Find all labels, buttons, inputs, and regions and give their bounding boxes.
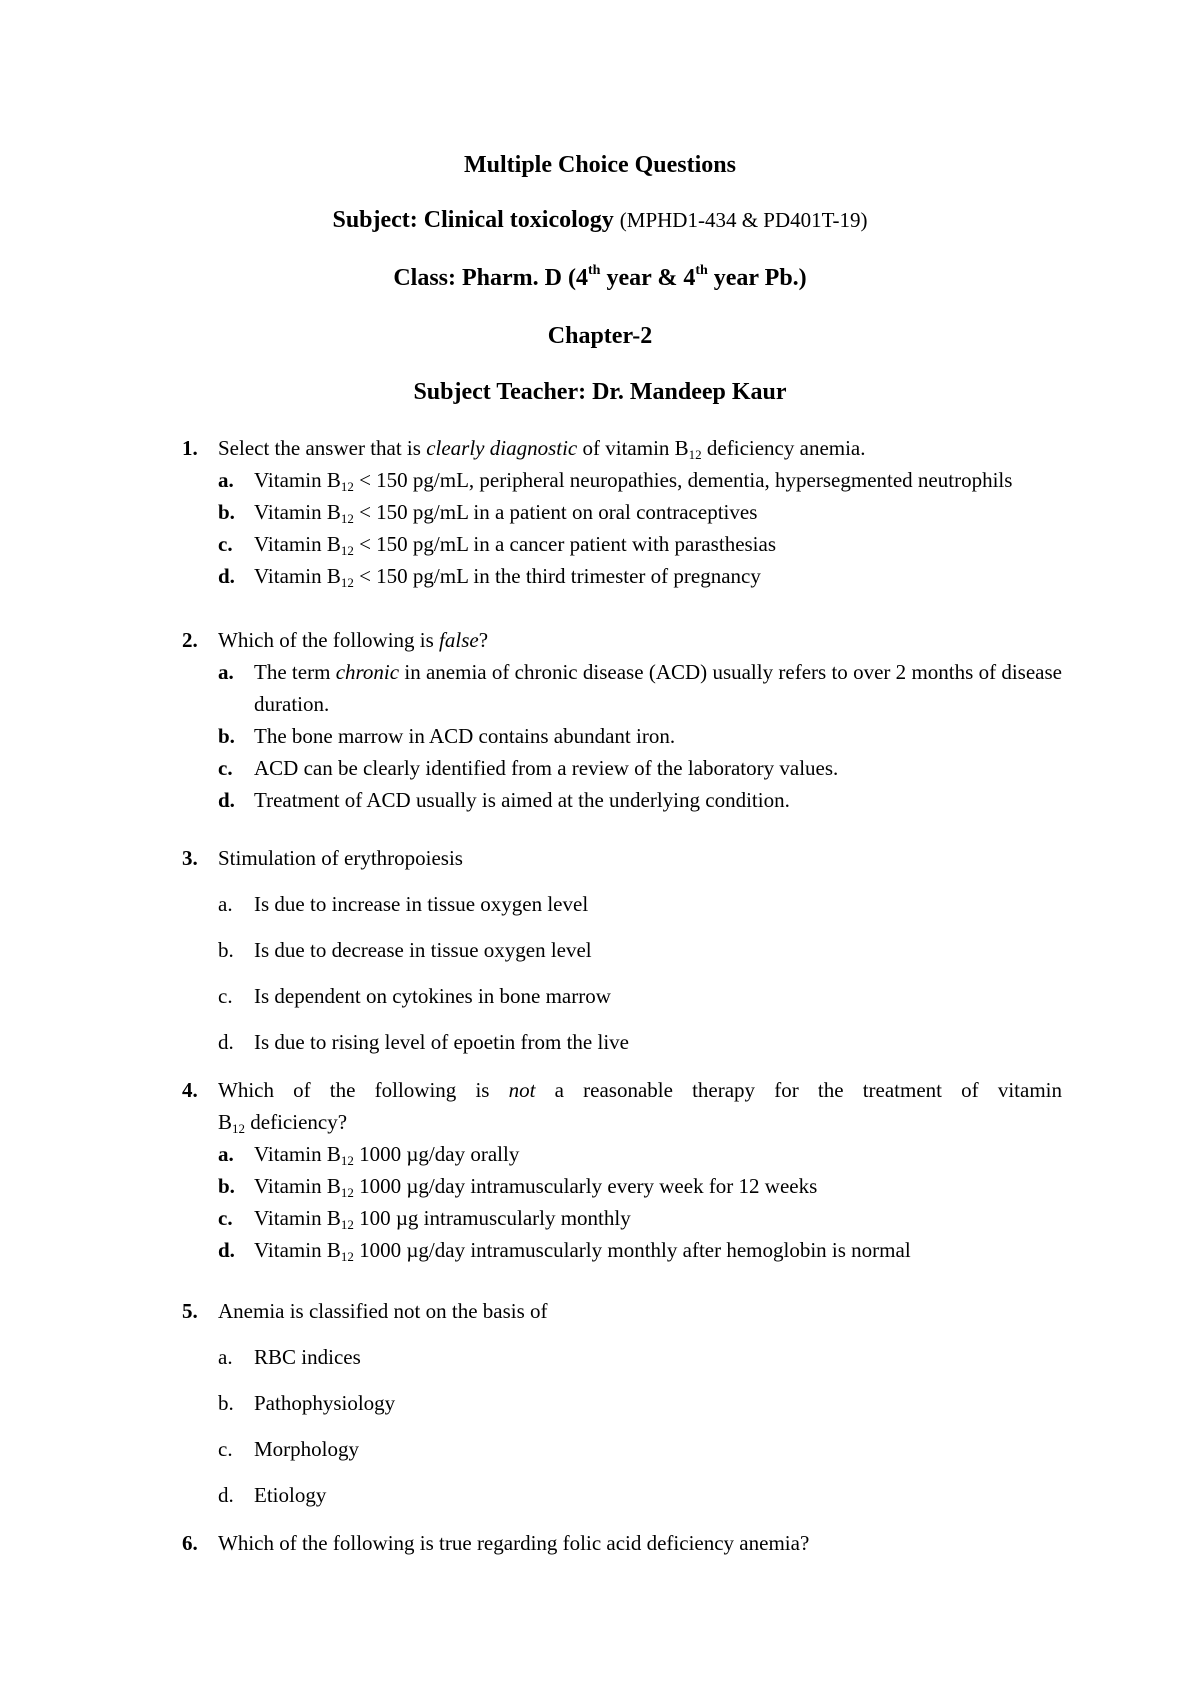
text-segment: B [218, 1110, 233, 1134]
subscript: 12 [340, 543, 354, 558]
option-text: ACD can be clearly identified from a review of the laboratory values. [254, 756, 839, 780]
option-text: Pathophysiology [254, 1391, 396, 1415]
option-letter: b. [218, 938, 234, 962]
options-list [182, 656, 1062, 816]
option-letter: b. [218, 724, 235, 748]
option-text: Is due to decrease in tissue oxygen level [254, 938, 592, 962]
subscript: 12 [688, 447, 702, 462]
option-letter: b. [218, 1174, 235, 1198]
question-text: Anemia is classified not on the basis of [218, 1299, 548, 1323]
subject-codes: (MPHD1-434 & PD401T-19) [619, 208, 868, 232]
subscript: 12 [232, 1121, 246, 1136]
class-text-mid: year & 4 [600, 265, 696, 291]
question-text [218, 1074, 1062, 1106]
text-segment: Vitamin B [254, 500, 341, 524]
option-text: The bone marrow in ACD contains abundant iron. [254, 724, 676, 748]
text-segment: < 150 pg/mL in a patient on oral contraceptives [353, 500, 758, 524]
option-letter: a. [218, 1142, 234, 1166]
option-c [182, 752, 1062, 784]
text-segment: Vitamin B [254, 468, 341, 492]
text-segment: Which of the following is [218, 1078, 509, 1102]
subscript: 12 [340, 1153, 354, 1168]
subscript: 12 [340, 511, 354, 526]
question-text: Which of the following is true regarding folic acid deficiency anemia? [218, 1531, 810, 1555]
option-d [182, 560, 1062, 592]
text-segment: ? [478, 628, 489, 652]
text-segment: 1000 µg/day orally [353, 1142, 520, 1166]
question-1 [182, 432, 1062, 592]
text-segment: 1000 µg/day intramuscularly monthly after hemoglobin is normal [353, 1238, 911, 1262]
subscript: 12 [340, 1217, 354, 1232]
text-segment: a reasonable therapy for the treatment of vitamin [535, 1078, 1062, 1102]
emphasis-text: not [508, 1078, 536, 1102]
text-segment: deficiency? [245, 1110, 348, 1134]
text-segment: Vitamin B [254, 532, 341, 556]
option-letter: a. [218, 468, 234, 492]
options-list [182, 888, 1062, 1058]
option-a [182, 1341, 1062, 1373]
emphasis-text: chronic [335, 660, 400, 684]
option-b [182, 720, 1062, 752]
subscript: 12 [340, 479, 354, 494]
text-segment: Vitamin B [254, 564, 341, 588]
option-letter: c. [218, 1437, 233, 1461]
question-6 [182, 1527, 1062, 1559]
option-c [182, 1202, 1062, 1234]
text-segment: deficiency anemia. [701, 436, 866, 460]
question-5 [182, 1295, 1062, 1511]
question-text: Stimulation of erythropoiesis [218, 846, 463, 870]
question-text [218, 624, 1062, 656]
question-number: 4. [182, 1078, 198, 1102]
document-title [0, 150, 1200, 180]
question-number: 2. [182, 628, 198, 652]
text-segment: < 150 pg/mL in the third trimester of pregnancy [353, 564, 761, 588]
text-segment: Which of the following is [218, 628, 440, 652]
option-d [182, 784, 1062, 816]
option-text: Is dependent on cytokines in bone marrow [254, 984, 611, 1008]
option-letter: a. [218, 660, 234, 684]
class-text-pre: Class: Pharm. D (4 [393, 265, 588, 291]
option-letter: a. [218, 892, 233, 916]
options-list [182, 464, 1062, 592]
text-segment: 100 µg intramuscularly monthly [353, 1206, 631, 1230]
question-4 [182, 1074, 1062, 1266]
class-sup-2: th [695, 263, 708, 278]
subscript: 12 [340, 575, 354, 590]
text-segment: of vitamin B [577, 436, 689, 460]
option-c [182, 1433, 1062, 1465]
option-text: Treatment of ACD usually is aimed at the underlying condition. [254, 788, 790, 812]
subscript: 12 [340, 1185, 354, 1200]
option-c [182, 528, 1062, 560]
option-d [182, 1234, 1062, 1266]
class-sup-1: th [588, 263, 601, 278]
option-letter: d. [218, 1030, 234, 1054]
options-list [182, 1138, 1062, 1266]
option-d [182, 1479, 1062, 1511]
question-3 [182, 842, 1062, 1058]
option-text: Is due to rising level of epoetin from the live [254, 1030, 629, 1054]
question-number: 1. [182, 436, 198, 460]
option-a [182, 888, 1062, 920]
option-letter: d. [218, 564, 235, 588]
question-number: 6. [182, 1531, 198, 1555]
option-b [182, 1170, 1062, 1202]
option-letter: a. [218, 1345, 233, 1369]
chapter-text: Chapter-2 [547, 323, 653, 349]
class-text-post: year Pb.) [707, 265, 807, 291]
text-segment: 1000 µg/day intramuscularly every week for 12 weeks [353, 1174, 818, 1198]
option-b [182, 934, 1062, 966]
text-segment: < 150 pg/mL, peripheral neuropathies, dementia, hypersegmented neutrophils [353, 468, 1013, 492]
option-d [182, 1026, 1062, 1058]
text-segment: The term [254, 660, 336, 684]
option-letter: d. [218, 1238, 235, 1262]
option-b [182, 1387, 1062, 1419]
question-2 [182, 624, 1062, 816]
text-segment: in anemia of chronic disease (ACD) usually refers to over 2 months of disease duration. [254, 660, 1062, 716]
text-segment: Select the answer that is [218, 436, 427, 460]
question-text [218, 432, 1062, 464]
emphasis-text: false [439, 628, 479, 652]
question-text-line-2 [218, 1106, 1062, 1138]
subject-label: Subject: Clinical toxicology [332, 207, 614, 233]
subscript: 12 [340, 1249, 354, 1264]
option-a [182, 656, 1062, 720]
option-letter: b. [218, 500, 235, 524]
class-line [0, 263, 1200, 293]
text-segment: Vitamin B [254, 1206, 341, 1230]
option-a [182, 464, 1062, 496]
option-c [182, 980, 1062, 1012]
text-segment: Vitamin B [254, 1142, 341, 1166]
option-letter: d. [218, 1483, 234, 1507]
option-letter: b. [218, 1391, 234, 1415]
option-b [182, 496, 1062, 528]
option-text: RBC indices [254, 1345, 361, 1369]
question-number: 3. [182, 846, 198, 870]
title-text: Multiple Choice Questions [463, 152, 736, 178]
emphasis-text: clearly diagnostic [426, 436, 578, 460]
options-list [182, 1341, 1062, 1511]
subject-line [0, 205, 1200, 235]
option-text: Is due to increase in tissue oxygen level [254, 892, 589, 916]
text-segment: Vitamin B [254, 1238, 341, 1262]
option-letter: d. [218, 788, 235, 812]
option-letter: c. [218, 532, 233, 556]
chapter-heading [0, 321, 1200, 351]
option-text: Morphology [254, 1437, 359, 1461]
option-letter: c. [218, 1206, 233, 1230]
option-a [182, 1138, 1062, 1170]
question-number: 5. [182, 1299, 198, 1323]
option-letter: c. [218, 756, 233, 780]
option-text: Etiology [254, 1483, 327, 1507]
teacher-line [0, 377, 1200, 407]
text-segment: < 150 pg/mL in a cancer patient with parasthesias [353, 532, 777, 556]
teacher-text: Subject Teacher: Dr. Mandeep Kaur [413, 379, 787, 405]
option-letter: c. [218, 984, 233, 1008]
text-segment: Vitamin B [254, 1174, 341, 1198]
